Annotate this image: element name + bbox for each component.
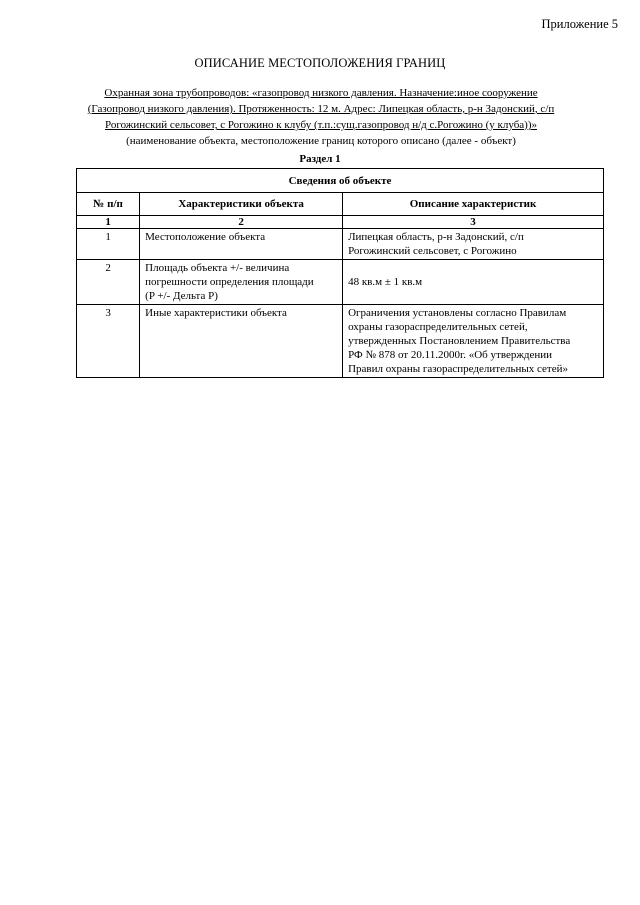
object-description-note: (наименование объекта, местоположение границ которого описано (далее - объект) bbox=[126, 135, 516, 147]
row-characteristic bbox=[140, 260, 343, 305]
row-characteristic-line: (P +/- Дельта P) bbox=[145, 290, 218, 302]
row-description-line: Рогожинский сельсовет, с Рогожино bbox=[348, 245, 517, 257]
row-description bbox=[343, 229, 604, 260]
row-description-line: Липецкая область, р-н Задонский, с/п bbox=[348, 231, 524, 243]
column-number: 2 bbox=[140, 216, 343, 229]
object-description-line: (Газопровод низкого давления). Протяженность: 12 м. Адрес: Липецкая область, р-н Задонский, с/п bbox=[87, 103, 555, 115]
row-description-line: Ограничения установлены согласно Правилам bbox=[348, 307, 567, 319]
row-description-line: Правил охраны газораспределительных сетей» bbox=[348, 363, 568, 375]
appendix-label: Приложение 5 bbox=[541, 17, 618, 31]
object-description bbox=[84, 85, 558, 149]
column-header-characteristic: Характеристики объекта bbox=[140, 193, 343, 216]
row-description-line: охраны газораспределительных сетей, bbox=[348, 321, 528, 333]
table-row bbox=[77, 305, 604, 378]
column-header-description: Описание характеристик bbox=[343, 193, 604, 216]
section-title: Раздел 1 bbox=[299, 153, 341, 165]
row-description-line: РФ № 878 от 20.11.2000г. «Об утверждении bbox=[348, 349, 553, 361]
column-number: 3 bbox=[343, 216, 604, 229]
column-number: 1 bbox=[77, 216, 140, 229]
row-description bbox=[343, 260, 604, 305]
object-info-table bbox=[76, 168, 604, 378]
object-description-line: Рогожинский сельсовет, с Рогожино к клубу (т.п.:сущ.газопровод н/д с.Рогожино (у клуба))» bbox=[105, 119, 537, 131]
object-description-line: Охранная зона трубопроводов: «газопровод низкого давления. Назначение:иное сооружение bbox=[104, 87, 538, 99]
row-number: 3 bbox=[77, 305, 140, 378]
row-characteristic: Иные характеристики объекта bbox=[140, 305, 343, 378]
row-description bbox=[343, 305, 604, 378]
row-characteristic-line: Площадь объекта +/- величина bbox=[145, 262, 290, 274]
row-characteristic: Местоположение объекта bbox=[140, 229, 343, 260]
table-row bbox=[77, 229, 604, 260]
document-title: ОПИСАНИЕ МЕСТОПОЛОЖЕНИЯ ГРАНИЦ bbox=[194, 56, 446, 70]
table-row bbox=[77, 260, 604, 305]
row-number: 2 bbox=[77, 260, 140, 305]
row-number: 1 bbox=[77, 229, 140, 260]
column-header-number: № п/п bbox=[77, 193, 140, 216]
row-characteristic-line: погрешности определения площади bbox=[145, 276, 314, 288]
row-description-line: утвержденных Постановлением Правительства bbox=[348, 335, 571, 347]
row-description-line: 48 кв.м ± 1 кв.м bbox=[348, 276, 423, 288]
table-title: Сведения об объекте bbox=[77, 169, 604, 193]
